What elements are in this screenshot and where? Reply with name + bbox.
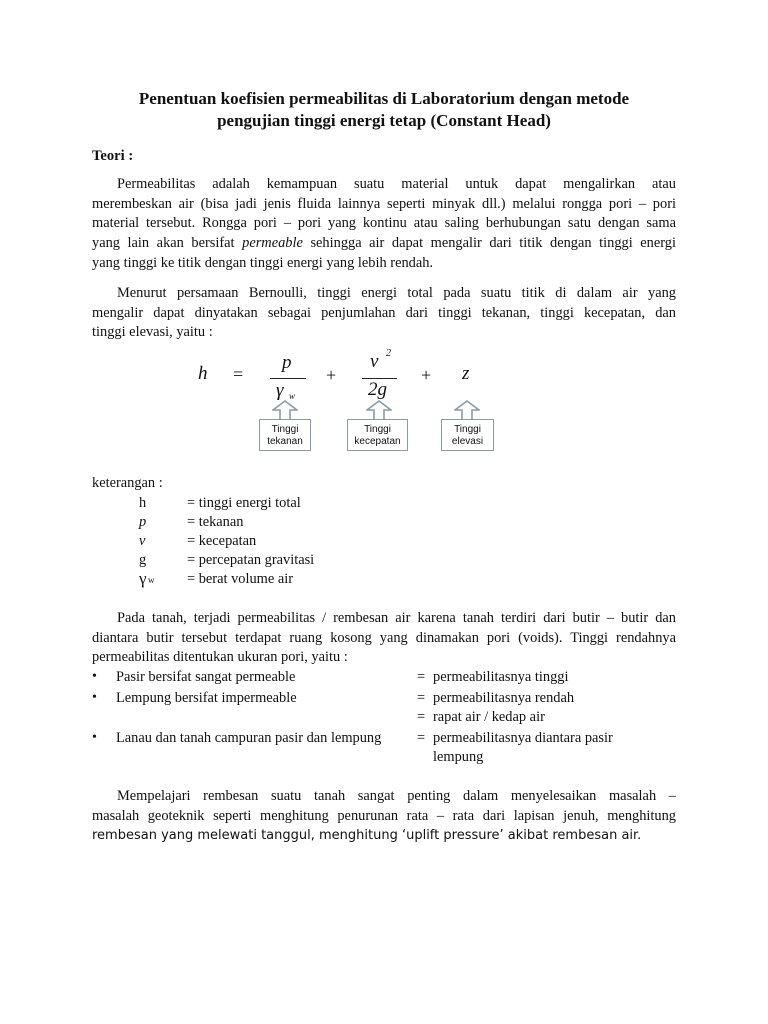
list-item-value: lempung [433,749,484,765]
symbol: γ [139,569,147,588]
emphasis-permeable: permeable [242,235,303,252]
list-item-value: rapat air / kedap air [433,709,545,725]
formula-plus-1: + [326,365,337,385]
title-line-2: pengujian tinggi energi tetap (Constant Head) [217,111,551,130]
formula-v-superscript: 2 [386,348,391,359]
paragraph-1-line: material tersebut. Rongga pori – pori yang kontinu atau saling berhubungan satu dengan sama [92,215,676,232]
section-heading: Teori : [92,148,134,164]
bullet-icon: • [92,690,97,705]
paragraph-3-line: permeabilitas ditentukan ukuran pori, yaitu : [92,649,348,666]
paragraph-3-line: diantara butir tersebut terdapat ruang kosong yang dinamakan pori (voids). Tinggi rendahnya [92,629,676,646]
paragraph-3-line: Pada tanah, terjadi permeabilitas / rembesan air karena tanah terdiri dari butir – butir dan [117,610,676,626]
paragraph-4-line: masalah geoteknik seperti menghitung penurunan rata – rata dari lapisan jenuh, menghitung [92,807,676,824]
box-line: kecepatan [354,435,401,447]
label-box-tinggi-elevasi [441,419,494,451]
label-box-tinggi-tekanan [259,419,311,451]
symbol: g [139,552,147,568]
label-box-tinggi-kecepatan [347,419,408,451]
bullet-icon: • [92,730,97,745]
paragraph-1-line: yang tinggi ke titik dengan tinggi energi yang lebih rendah. [92,254,434,271]
definition: = kecepatan [187,533,257,549]
formula-h: h [198,363,208,384]
text-run: yang lain akan bersifat [92,235,243,252]
paragraph-2-line: mengalir dapat dinyatakan sebagai penjumlahan dari tinggi tekanan, tinggi kecepatan, dan [92,304,676,321]
definition: = berat volume air [187,571,294,587]
definition: = percepatan gravitasi [187,552,315,568]
box-line: elevasi [451,435,484,447]
box-line: Tinggi [271,424,299,435]
title-line-1: Penentuan koefisien permeabilitas di Laboratorium dengan metode [138,89,630,108]
definition: = tekanan [187,514,244,530]
paragraph-4-line: rembesan yang melewati tanggul, menghitung ‘uplift pressure’ akibat rembesan air. [92,828,642,844]
list-item-value: permeabilitasnya rendah [433,690,575,706]
list-item-text: Pasir bersifat sangat permeable [116,669,296,685]
formula-gamma: γ [276,380,284,401]
document-title [92,88,676,132]
box-line: tekanan [267,435,303,447]
paragraph-3 [92,609,676,668]
formula-p: p [282,352,292,373]
symbol: p [139,514,147,530]
formula-equals: = [233,364,244,384]
list-item-value: permeabilitasnya diantara pasir [433,730,613,746]
fraction-bar-1 [270,378,306,379]
paragraph-1 [92,175,676,273]
keterangan-label: keterangan : [92,475,163,491]
paragraph-4 [92,787,676,846]
paragraph-1-line [92,234,676,254]
symbol-subscript: w [148,575,155,585]
formula-z: z [462,363,470,384]
definition: = tinggi energi total [187,495,301,511]
formula-plus-2: + [421,365,432,385]
symbol: v [139,533,146,549]
paragraph-4-line: Mempelajari rembesan suatu tanah sangat penting dalam menyelesaikan masalah – [117,788,676,804]
list-item-text: Lanau dan tanah campuran pasir dan lempung [116,730,382,746]
formula-w-subscript: w [289,391,296,401]
paragraph-2 [92,284,676,343]
formula-v: v [370,351,379,372]
paragraph-2-line: tinggi elevasi, yaitu : [92,324,213,341]
box-line: Tinggi [364,424,391,435]
text-run: sehingga air dapat mengalir dari titik dengan tinggi energi [302,235,676,252]
list-item-equals: = [417,730,426,746]
paragraph-1-line: Permeabilitas adalah kemampuan suatu material untuk dapat mengalirkan atau [117,176,676,192]
list-item-text: Lempung bersifat impermeable [116,690,297,706]
paragraph-2-line: Menurut persamaan Bernoulli, tinggi energi total pada suatu titik di dalam air yang [117,285,676,301]
paragraph-1-line: merembeskan air (bisa jadi jenis fluida lainnya seperti minyak dll.) melalui rongga pori – pori [92,195,676,212]
box-line: Tinggi [454,424,481,435]
list-item-equals: = [417,669,426,685]
bullet-icon: • [92,669,97,684]
list-item-value: permeabilitasnya tinggi [433,669,569,685]
symbol: h [139,495,147,511]
formula-2g: 2g [368,379,387,400]
list-item-equals: = [417,709,426,725]
list-item-equals: = [417,690,426,706]
